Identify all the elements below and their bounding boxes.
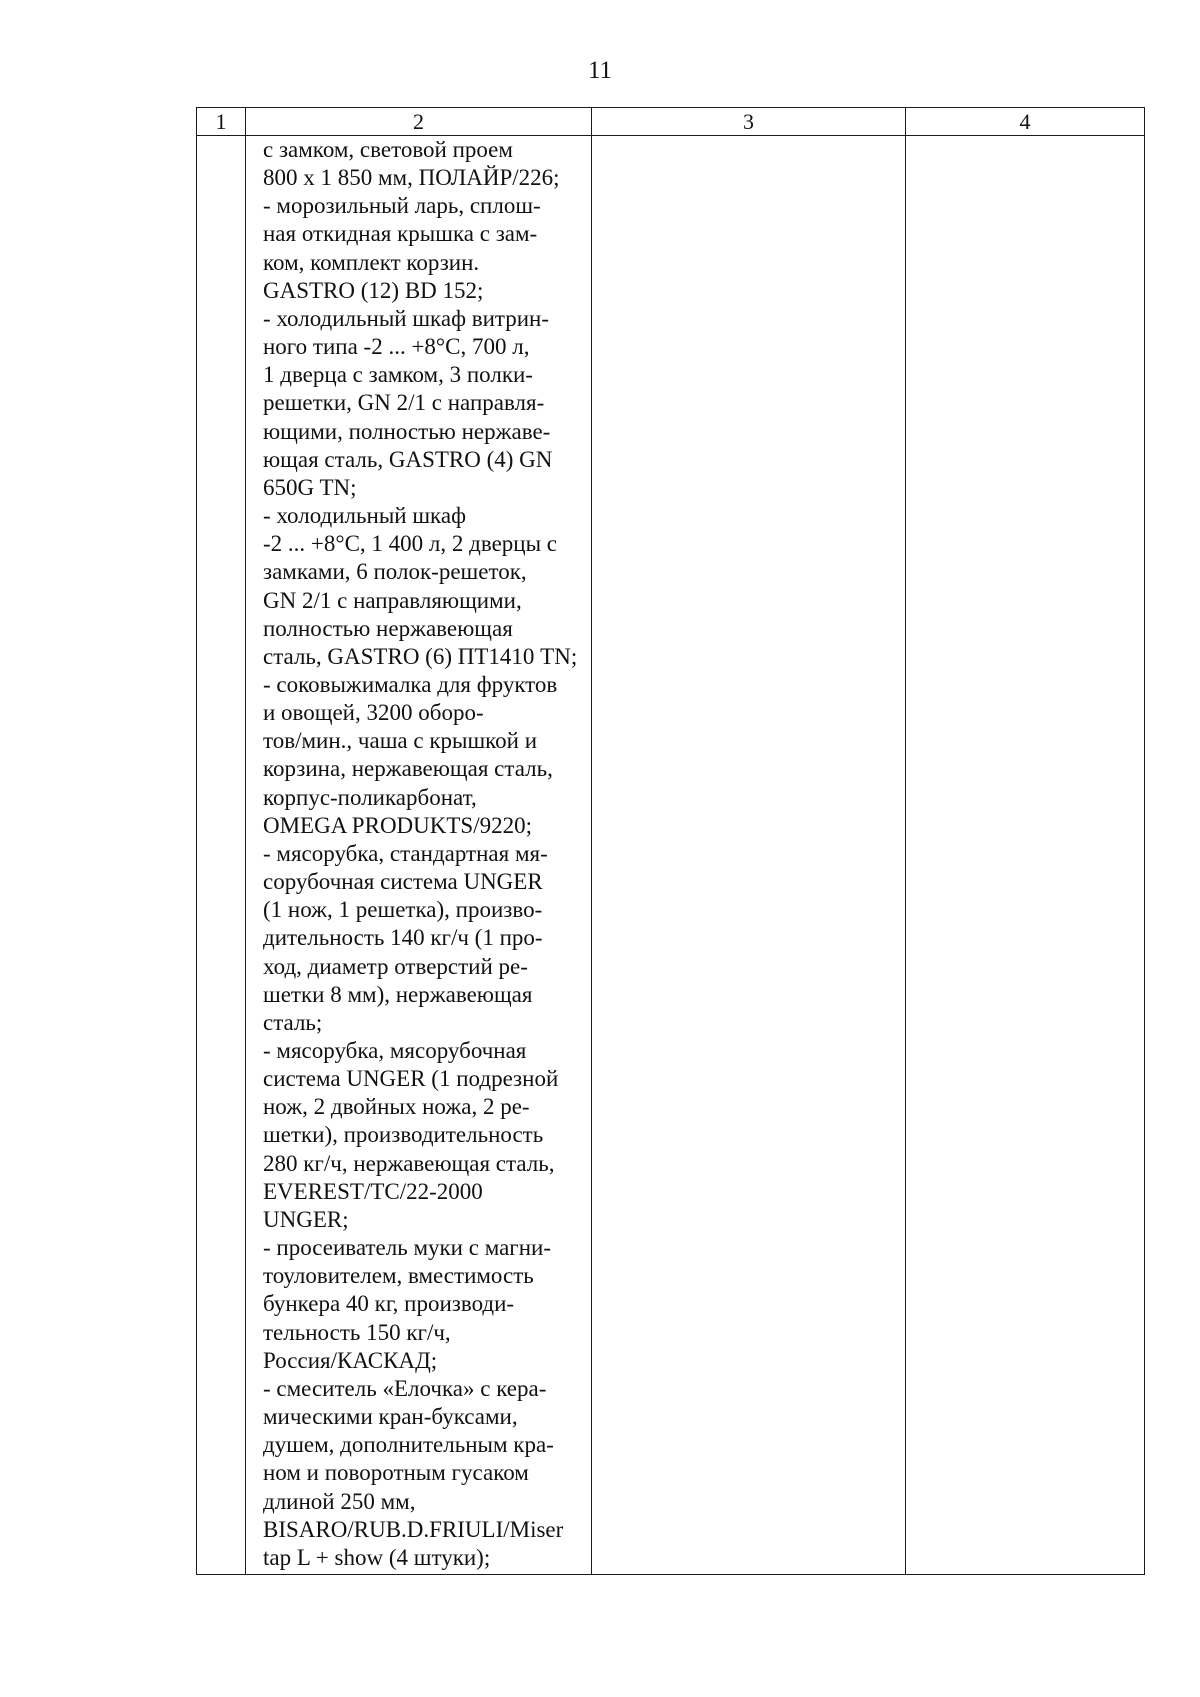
description-line: tap L + show (4 штуки);: [263, 1544, 491, 1570]
description-line: ком, комплект корзин.: [263, 249, 480, 275]
description-line: сталь;: [263, 1009, 323, 1035]
description-line: GASTRO (12) BD 152;: [263, 277, 484, 303]
column-header-3: 3: [592, 108, 906, 136]
description-line: OMEGA PRODUKTS/9220;: [263, 812, 533, 838]
description-line: ход, диаметр отверстий ре-: [263, 953, 528, 979]
cell-col4: [906, 136, 1145, 1575]
specification-table: [196, 107, 1145, 1575]
description-line: ная откидная крышка с зам-: [263, 221, 538, 247]
description-line: - холодильный шкаф: [263, 503, 466, 529]
description-line: сталь, GASTRO (6) ПТ1410 TN;: [263, 643, 578, 669]
description-line: Россия/КАСКАД;: [263, 1347, 438, 1373]
cell-col1: [197, 136, 246, 1575]
description-line: тов/мин., чаша с крышкой и: [263, 728, 538, 754]
description-line: мическими кран-буксами,: [263, 1404, 518, 1430]
description-line: дительность 140 кг/ч (1 про-: [263, 925, 543, 951]
description-line: замками, 6 полок-решеток,: [263, 559, 527, 585]
description-line: нож, 2 двойных ножа, 2 ре-: [263, 1094, 530, 1120]
description-text: [246, 136, 591, 1572]
description-line: решетки, GN 2/1 с направля-: [263, 390, 545, 416]
description-line: -2 ... +8°С, 1 400 л, 2 дверцы с: [263, 531, 558, 557]
description-line: BISARO/RUB.D.FRIULI/Miser: [263, 1516, 564, 1542]
column-header-1: 1: [197, 108, 246, 136]
description-line: бункера 40 кг, производи-: [263, 1291, 515, 1317]
description-line: шетки 8 мм), нержавеющая: [263, 981, 533, 1007]
description-line: душем, дополнительным кра-: [263, 1432, 554, 1458]
table-row: [197, 136, 1145, 1575]
description-line: - холодильный шкаф витрин-: [263, 305, 550, 331]
description-line: система UNGER (1 подрезной: [263, 1066, 559, 1092]
cell-col3: [592, 136, 906, 1575]
description-line: - мясорубка, стандартная мя-: [263, 840, 548, 866]
description-line: тоуловителем, вместимость: [263, 1263, 534, 1289]
description-line: - смеситель «Елочка» с кера-: [263, 1375, 547, 1401]
description-line: - мясорубка, мясорубочная: [263, 1038, 527, 1063]
description-line: - соковыжималка для фруктов: [263, 671, 558, 697]
description-line: EVEREST/TC/22-2000: [263, 1178, 483, 1204]
description-line: (1 нож, 1 решетка), произво-: [263, 897, 543, 923]
description-line: корзина, нержавеющая сталь,: [263, 756, 553, 782]
description-line: полностью нержавеющая: [263, 615, 513, 641]
description-line: GN 2/1 с направляющими,: [263, 587, 522, 613]
description-line: корпус-поликарбонат,: [263, 784, 477, 810]
description-line: и овощей, 3200 оборо-: [263, 700, 484, 726]
description-line: сорубочная система UNGER: [263, 869, 543, 895]
description-line: UNGER;: [263, 1206, 349, 1232]
column-header-4: 4: [906, 108, 1145, 136]
description-line: 800 х 1 850 мм, ПОЛАЙР/226;: [263, 165, 560, 191]
column-header-2: 2: [246, 108, 592, 136]
description-line: шетки), производительность: [263, 1122, 544, 1148]
page-number: 11: [587, 57, 613, 84]
table-header-row: [197, 108, 1145, 136]
description-line: тельность 150 кг/ч,: [263, 1319, 451, 1345]
description-line: с замком, световой проем: [263, 137, 513, 162]
description-line: ющими, полностью нержаве-: [263, 418, 551, 444]
description-line: ном и поворотным гусаком: [263, 1460, 529, 1486]
description-line: - просеиватель муки с магни-: [263, 1235, 552, 1261]
description-line: ющая сталь, GASTRO (4) GN: [263, 446, 553, 472]
description-line: - морозильный ларь, сплош-: [263, 193, 541, 219]
description-line: длиной 250 мм,: [263, 1488, 416, 1514]
description-line: 1 дверца с замком, 3 полки-: [263, 362, 533, 388]
description-line: 650G TN;: [263, 474, 357, 500]
cell-description: [246, 136, 592, 1575]
description-line: 280 кг/ч, нержавеющая сталь,: [263, 1150, 555, 1176]
description-line: ного типа -2 ... +8°С, 700 л,: [263, 334, 530, 360]
